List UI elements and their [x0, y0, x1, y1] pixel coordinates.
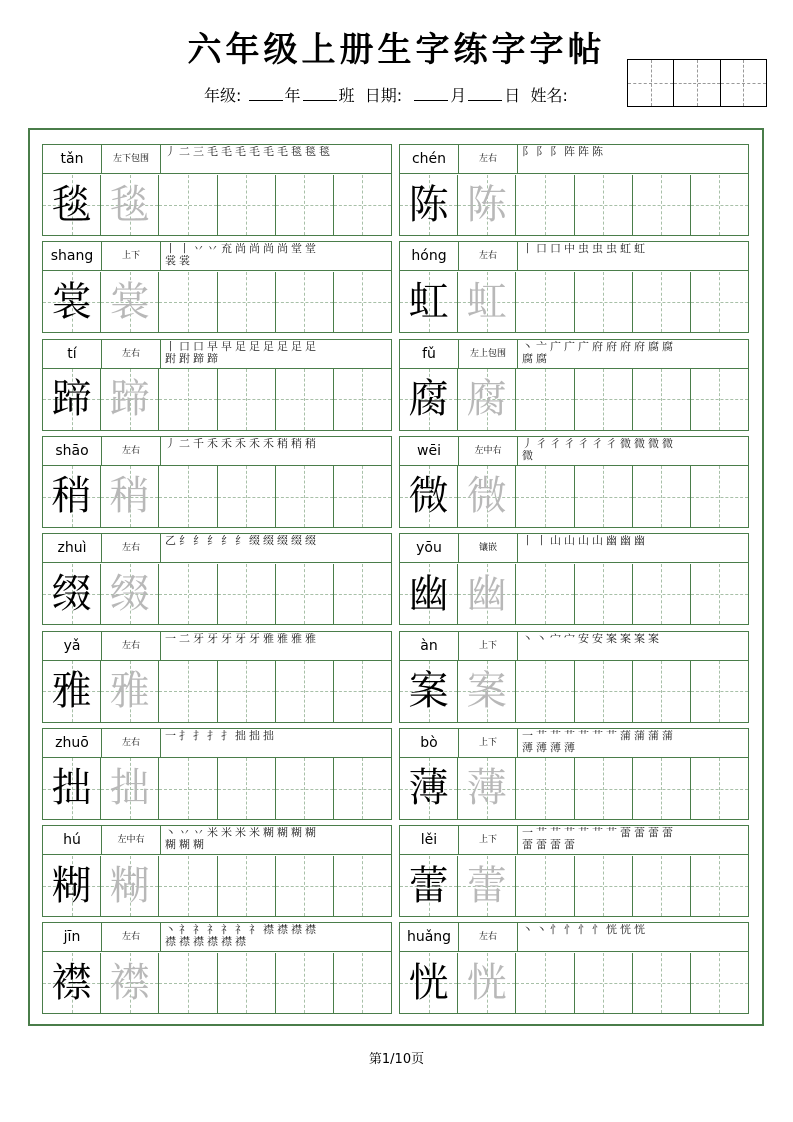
model-char-cell	[43, 856, 101, 917]
trace-character: 襟	[109, 959, 150, 1006]
model-char-cell	[400, 175, 458, 236]
practice-cell[interactable]	[691, 564, 748, 625]
model-char-cell	[43, 661, 101, 722]
trace-char-cell[interactable]	[458, 466, 516, 527]
pinyin-label: lěi	[400, 826, 459, 854]
card-header-row	[43, 437, 391, 466]
practice-card	[399, 241, 749, 333]
stroke-order	[161, 632, 391, 660]
model-character: 虹	[408, 278, 449, 325]
class-suffix: 班	[338, 86, 355, 105]
stroke-order	[518, 145, 748, 173]
stroke-order-line-2: 薄薄薄薄	[522, 741, 578, 754]
structure-label: 左下包围	[102, 145, 161, 173]
practice-cell[interactable]	[276, 564, 334, 625]
practice-card	[399, 436, 749, 528]
practice-cell[interactable]	[633, 856, 691, 917]
practice-card	[42, 144, 392, 236]
card-header-row	[43, 632, 391, 661]
day-blank[interactable]	[468, 86, 502, 101]
stroke-order-line-1: 丶礻礻礻礻礻礻襟襟襟襟	[165, 924, 319, 937]
year-suffix: 年	[284, 86, 301, 105]
pinyin-label: wēi	[400, 437, 459, 465]
trace-char-cell[interactable]	[101, 758, 159, 819]
pinyin-label: yǎ	[43, 632, 102, 660]
trace-character: 薄	[466, 765, 507, 812]
practice-cell[interactable]	[276, 272, 334, 333]
stroke-order-line-1: 丨口口中虫虫虫虹虹	[522, 243, 648, 256]
practice-card	[399, 728, 749, 820]
card-header-row	[400, 826, 748, 855]
trace-character: 裳	[109, 278, 150, 325]
model-character: 糊	[51, 862, 92, 909]
trace-character: 雅	[109, 668, 150, 714]
model-character: 襟	[51, 959, 92, 1006]
name-box[interactable]	[628, 60, 674, 106]
pinyin-label: shang	[43, 242, 102, 270]
structure-label: 左右	[459, 923, 518, 951]
stroke-order-line-2: 蕾蕾蕾蕾	[522, 839, 578, 852]
practice-cell[interactable]	[218, 661, 276, 722]
page-title: 六年级上册生字练字字帖	[187, 30, 606, 70]
trace-character: 稍	[109, 473, 150, 520]
trace-char-cell[interactable]	[101, 466, 159, 527]
card-header-row	[400, 534, 748, 563]
model-character: 薄	[408, 765, 449, 812]
writing-row	[400, 175, 748, 236]
practice-cell[interactable]	[334, 272, 391, 333]
practice-cell[interactable]	[334, 564, 391, 625]
stroke-order-line-1: 丨丨山山山山幽幽幽	[522, 535, 648, 548]
practice-cell[interactable]	[276, 661, 334, 722]
trace-char-cell[interactable]	[458, 272, 516, 333]
card-header-row	[43, 340, 391, 369]
trace-char-cell[interactable]	[101, 175, 159, 236]
model-char-cell	[400, 856, 458, 917]
practice-cell[interactable]	[633, 758, 691, 819]
model-character: 稍	[51, 473, 92, 520]
model-char-cell	[43, 953, 101, 1014]
stroke-order-line-1: 一艹艹艹艹艹艹蕾蕾蕾蕾	[522, 827, 676, 840]
card-header-row	[43, 826, 391, 855]
model-character: 陈	[408, 181, 449, 228]
practice-card	[42, 825, 392, 917]
trace-char-cell[interactable]	[458, 953, 516, 1014]
practice-cell[interactable]	[334, 661, 391, 722]
practice-cell[interactable]	[159, 175, 217, 236]
date-label: 日期:	[364, 86, 403, 105]
stroke-order	[161, 534, 391, 562]
practice-cell[interactable]	[633, 466, 691, 527]
practice-card	[399, 631, 749, 723]
stroke-order-line-1: 丨口口早早足足足足足足	[165, 340, 319, 353]
practice-cell[interactable]	[334, 369, 391, 430]
pinyin-label: zhuì	[43, 534, 102, 562]
stroke-order-line-1: 一艹艹艹艹艹艹蒲蒲蒲蒲	[522, 729, 676, 742]
structure-label: 左上包围	[459, 340, 518, 368]
practice-card	[42, 533, 392, 625]
structure-label: 左中右	[459, 437, 518, 465]
month-blank[interactable]	[414, 86, 448, 101]
stroke-order	[518, 437, 748, 465]
trace-char-cell[interactable]	[101, 564, 159, 625]
structure-label: 上下	[102, 242, 161, 270]
pinyin-label: tǎn	[43, 145, 102, 173]
practice-card	[42, 922, 392, 1014]
page-number: 第1/10页	[368, 1052, 425, 1067]
practice-cell[interactable]	[516, 175, 574, 236]
stroke-order-line-1: 乙纟纟纟纟纟缀缀缀缀缀	[165, 535, 319, 548]
stroke-order-line-1: 一二牙牙牙牙牙雅雅雅雅	[165, 632, 319, 645]
practice-card	[399, 144, 749, 236]
structure-label: 左右	[102, 340, 161, 368]
model-char-cell	[400, 661, 458, 722]
practice-cell[interactable]	[334, 856, 391, 917]
stroke-order	[518, 632, 748, 660]
practice-card	[42, 728, 392, 820]
structure-label: 上下	[459, 632, 518, 660]
name-box[interactable]	[674, 60, 720, 106]
trace-char-cell[interactable]	[458, 758, 516, 819]
practice-cell[interactable]	[276, 856, 334, 917]
stroke-order	[161, 729, 391, 757]
writing-row	[43, 661, 391, 722]
model-character: 毯	[51, 181, 92, 228]
practice-cell[interactable]	[633, 369, 691, 430]
trace-character: 恍	[466, 959, 507, 1006]
trace-character: 案	[466, 668, 507, 714]
practice-cell[interactable]	[276, 953, 334, 1014]
practice-card	[42, 339, 392, 431]
practice-card	[399, 533, 749, 625]
grade-year-blank[interactable]	[249, 86, 283, 101]
practice-cell[interactable]	[575, 564, 633, 625]
model-char-cell	[43, 466, 101, 527]
stroke-order-line-1: 阝阝阝阵阵陈	[522, 146, 606, 158]
pinyin-label: chén	[400, 145, 459, 173]
practice-cell[interactable]	[159, 856, 217, 917]
pinyin-label: hóng	[400, 242, 459, 270]
student-info-line	[204, 83, 568, 106]
trace-character: 糊	[109, 862, 150, 909]
card-header-row	[43, 534, 391, 563]
structure-label: 左右	[102, 729, 161, 757]
model-character: 蕾	[408, 862, 449, 909]
practice-cell[interactable]	[334, 466, 391, 527]
stroke-order-line-1: 丨丨丷丷㐬尚尚尚尚堂堂	[165, 243, 319, 256]
writing-row	[400, 856, 748, 917]
pinyin-label: bò	[400, 729, 459, 757]
trace-char-cell[interactable]	[101, 272, 159, 333]
trace-character: 虹	[466, 278, 507, 325]
grade-label: 年级:	[204, 86, 242, 105]
trace-char-cell[interactable]	[458, 856, 516, 917]
practice-cell[interactable]	[516, 564, 574, 625]
practice-cell[interactable]	[218, 856, 276, 917]
structure-label: 左右	[459, 242, 518, 270]
model-character: 裳	[51, 278, 92, 325]
structure-label: 左右	[102, 632, 161, 660]
practice-cell[interactable]	[691, 661, 748, 722]
practice-cell[interactable]	[575, 272, 633, 333]
trace-character: 陈	[466, 181, 507, 228]
structure-label: 左右	[102, 923, 161, 951]
card-header-row	[43, 923, 391, 952]
stroke-order-line-1: 丿二千禾禾禾禾禾稍稍稍	[165, 437, 319, 450]
practice-cell[interactable]	[516, 953, 574, 1014]
stroke-order	[161, 826, 391, 854]
practice-card	[399, 825, 749, 917]
model-char-cell	[43, 758, 101, 819]
trace-character: 腐	[466, 376, 507, 423]
name-writing-boxes[interactable]	[627, 59, 767, 107]
structure-label: 上下	[459, 729, 518, 757]
name-label: 姓名:	[530, 86, 568, 105]
practice-cell[interactable]	[691, 466, 748, 527]
writing-row	[43, 564, 391, 625]
practice-cell[interactable]	[218, 758, 276, 819]
model-character: 腐	[408, 376, 449, 423]
practice-cell[interactable]	[691, 856, 748, 917]
practice-cell[interactable]	[276, 758, 334, 819]
card-header-row	[400, 632, 748, 661]
practice-cell[interactable]	[633, 953, 691, 1014]
writing-row	[400, 758, 748, 819]
structure-label: 镶嵌	[459, 534, 518, 562]
model-character: 缀	[51, 570, 92, 617]
pinyin-label: hú	[43, 826, 102, 854]
stroke-order-line-2: 襟襟襟襟襟襟	[165, 936, 249, 949]
model-char-cell	[400, 953, 458, 1014]
practice-cell[interactable]	[633, 564, 691, 625]
practice-cell[interactable]	[334, 953, 391, 1014]
practice-cell[interactable]	[159, 758, 217, 819]
practice-card	[399, 922, 749, 1014]
practice-cell[interactable]	[516, 272, 574, 333]
trace-char-cell[interactable]	[101, 369, 159, 430]
pinyin-label: fǔ	[400, 340, 459, 368]
trace-char-cell[interactable]	[101, 953, 159, 1014]
practice-cell[interactable]	[516, 661, 574, 722]
practice-cell[interactable]	[575, 466, 633, 527]
card-header-row	[400, 340, 748, 369]
stroke-order-line-2: 腐腐	[522, 352, 550, 365]
practice-cell[interactable]	[691, 175, 748, 236]
model-char-cell	[400, 272, 458, 333]
writing-row	[400, 369, 748, 430]
writing-row	[43, 466, 391, 527]
practice-cell[interactable]	[516, 369, 574, 430]
writing-row	[400, 272, 748, 333]
structure-label: 左右	[459, 145, 518, 173]
stroke-order	[518, 826, 748, 854]
pinyin-label: tí	[43, 340, 102, 368]
practice-cell[interactable]	[218, 953, 276, 1014]
trace-character: 蹄	[109, 376, 150, 423]
trace-character: 缀	[109, 570, 150, 617]
trace-char-cell[interactable]	[101, 856, 159, 917]
practice-cell[interactable]	[159, 369, 217, 430]
stroke-order	[518, 923, 748, 951]
writing-row	[400, 466, 748, 527]
structure-label: 左右	[102, 534, 161, 562]
stroke-order	[518, 534, 748, 562]
practice-cell[interactable]	[218, 272, 276, 333]
practice-card	[42, 631, 392, 723]
model-character: 微	[408, 473, 449, 520]
practice-cell[interactable]	[218, 369, 276, 430]
stroke-order-line-2: 微	[522, 449, 536, 462]
practice-cell[interactable]	[218, 175, 276, 236]
trace-character: 蕾	[466, 862, 507, 909]
practice-cell[interactable]	[218, 564, 276, 625]
model-character: 幽	[408, 570, 449, 617]
model-character: 案	[408, 668, 449, 714]
model-character: 拙	[51, 765, 92, 812]
model-char-cell	[400, 369, 458, 430]
stroke-order-line-2: 糊糊糊	[165, 839, 207, 852]
stroke-order-line-1: 丶丶宀宀安安案案案案	[522, 632, 662, 645]
model-char-cell	[43, 272, 101, 333]
stroke-order-line-1: 丶亠广广广府府府府腐腐	[522, 340, 676, 353]
practice-cell[interactable]	[516, 856, 574, 917]
writing-row	[400, 564, 748, 625]
trace-char-cell[interactable]	[101, 661, 159, 722]
pinyin-label: jīn	[43, 923, 102, 951]
structure-label: 上下	[459, 826, 518, 854]
stroke-order	[161, 340, 391, 368]
practice-cell[interactable]	[575, 369, 633, 430]
practice-cell[interactable]	[218, 466, 276, 527]
stroke-order-line-2: 裳裳	[165, 255, 193, 268]
model-char-cell	[400, 758, 458, 819]
pinyin-label: huǎng	[400, 923, 459, 951]
trace-char-cell[interactable]	[458, 369, 516, 430]
writing-row	[400, 953, 748, 1014]
practice-cell[interactable]	[691, 758, 748, 819]
model-character: 雅	[51, 668, 92, 714]
card-header-row	[400, 437, 748, 466]
trace-character: 拙	[109, 765, 150, 812]
practice-card	[399, 339, 749, 431]
stroke-order	[518, 729, 748, 757]
practice-cell[interactable]	[633, 272, 691, 333]
practice-cell[interactable]	[276, 175, 334, 236]
practice-cell[interactable]	[633, 175, 691, 236]
stroke-order-line-1: 丶丶忄忄忄忄恍恍恍	[522, 924, 648, 937]
stroke-order-line-1: 丿彳彳彳彳彳彳微微微微	[522, 437, 676, 450]
pinyin-label: shāo	[43, 437, 102, 465]
practice-cell[interactable]	[159, 272, 217, 333]
card-header-row	[43, 145, 391, 174]
card-header-row	[400, 729, 748, 758]
practice-cell[interactable]	[575, 661, 633, 722]
practice-cell[interactable]	[575, 758, 633, 819]
model-char-cell	[43, 175, 101, 236]
pinyin-label: àn	[400, 632, 459, 660]
practice-cell[interactable]	[276, 369, 334, 430]
stroke-order-line-1: 丿二三毛毛毛毛毛毛毯毯毯	[165, 146, 333, 158]
model-character: 蹄	[51, 376, 92, 423]
practice-cell[interactable]	[575, 953, 633, 1014]
stroke-order	[161, 145, 391, 173]
model-character: 恍	[408, 959, 449, 1006]
writing-row	[43, 953, 391, 1014]
practice-cell[interactable]	[276, 466, 334, 527]
practice-cell[interactable]	[159, 661, 217, 722]
practice-cell[interactable]	[516, 758, 574, 819]
model-char-cell	[43, 564, 101, 625]
trace-char-cell[interactable]	[458, 661, 516, 722]
practice-cell[interactable]	[334, 758, 391, 819]
structure-label: 左中右	[102, 826, 161, 854]
trace-character: 毯	[109, 181, 150, 228]
practice-cell[interactable]	[334, 175, 391, 236]
writing-row	[43, 758, 391, 819]
practice-cell[interactable]	[691, 953, 748, 1014]
stroke-order-line-1: 丶丷丷米米米米糊糊糊糊	[165, 827, 319, 840]
practice-cell[interactable]	[516, 466, 574, 527]
stroke-order	[518, 340, 748, 368]
writing-row	[43, 856, 391, 917]
practice-cell[interactable]	[575, 175, 633, 236]
stroke-order-line-1: 一扌扌扌扌拙拙拙	[165, 729, 277, 742]
writing-row	[400, 661, 748, 722]
card-header-row	[400, 242, 748, 271]
pinyin-label: yōu	[400, 534, 459, 562]
model-char-cell	[43, 369, 101, 430]
stroke-order	[518, 242, 748, 270]
practice-card	[42, 436, 392, 528]
trace-char-cell[interactable]	[458, 564, 516, 625]
card-header-row	[43, 242, 391, 271]
class-blank[interactable]	[303, 86, 337, 101]
pinyin-label: zhuō	[43, 729, 102, 757]
practice-cell[interactable]	[633, 661, 691, 722]
trace-char-cell[interactable]	[458, 175, 516, 236]
stroke-order	[161, 242, 391, 270]
writing-row	[43, 272, 391, 333]
model-char-cell	[400, 466, 458, 527]
writing-row	[43, 369, 391, 430]
day-suffix: 日	[504, 86, 521, 105]
practice-cell[interactable]	[691, 369, 748, 430]
name-box[interactable]	[721, 60, 766, 106]
model-char-cell	[400, 564, 458, 625]
stroke-order	[161, 437, 391, 465]
month-suffix: 月	[450, 86, 467, 105]
writing-row	[43, 175, 391, 236]
card-header-row	[400, 923, 748, 952]
practice-cell[interactable]	[159, 953, 217, 1014]
practice-cell[interactable]	[159, 564, 217, 625]
card-header-row	[43, 729, 391, 758]
trace-character: 微	[466, 473, 507, 520]
stroke-order	[161, 923, 391, 951]
practice-cell[interactable]	[691, 272, 748, 333]
card-header-row	[400, 145, 748, 174]
structure-label: 左右	[102, 437, 161, 465]
practice-cell[interactable]	[159, 466, 217, 527]
practice-cell[interactable]	[575, 856, 633, 917]
trace-character: 幽	[466, 570, 507, 617]
stroke-order-line-2: 跗跗蹄蹄	[165, 352, 221, 365]
practice-card	[42, 241, 392, 333]
